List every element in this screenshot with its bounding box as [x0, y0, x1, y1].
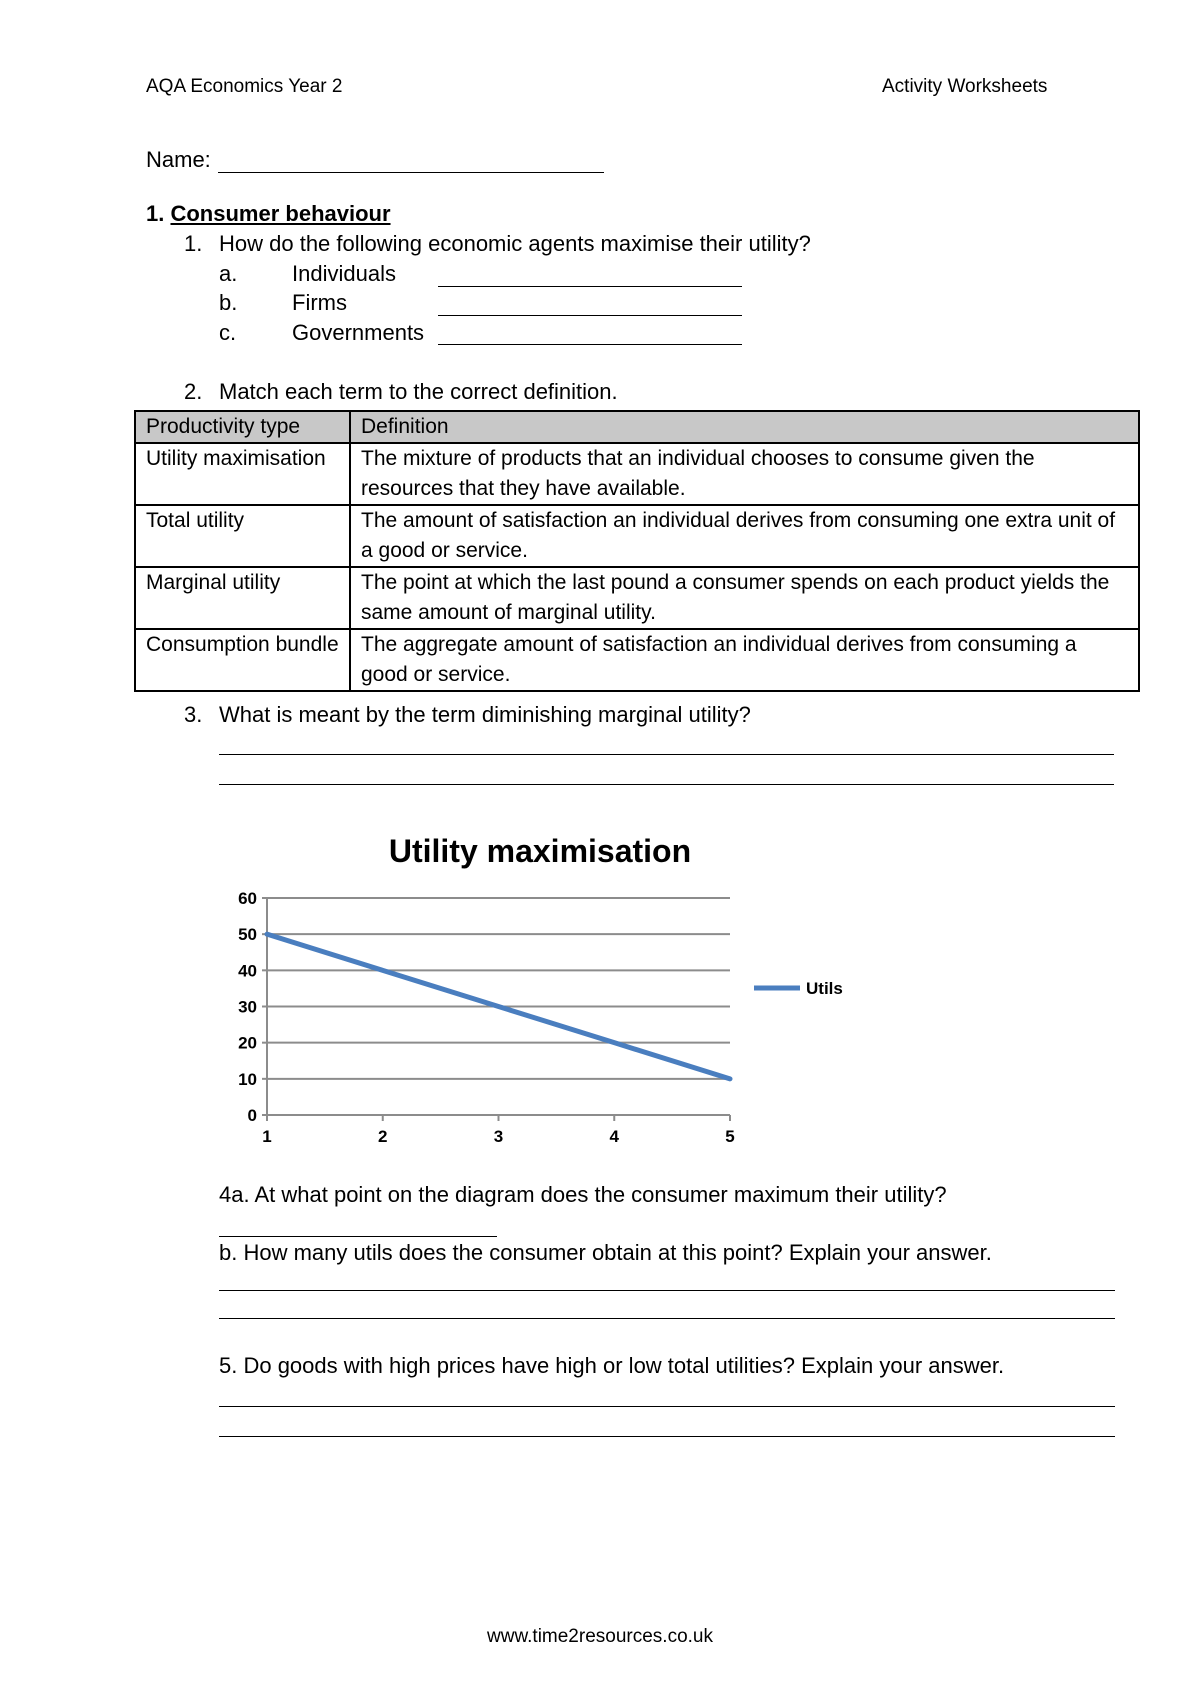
q5-text: 5. Do goods with high prices have high or low total utilities? Explain your answer. — [219, 1353, 1005, 1378]
q3-text: What is meant by the term diminishing marginal utility? — [219, 702, 751, 727]
definition-cell: The amount of satisfaction an individual derives from consuming one extra unit of a good or service. — [350, 505, 1139, 567]
header-left: AQA Economics Year 2 — [146, 76, 343, 97]
table-header-row — [135, 411, 1139, 443]
definition-cell: The point at which the last pound a consumer spends on each product yields the same amount of marginal utility. — [350, 567, 1139, 629]
q3-answer-line[interactable] — [219, 754, 1114, 755]
q4b-text: b. How many utils does the consumer obtain at this point? Explain your answer. — [219, 1240, 992, 1265]
term-cell: Consumption bundle — [135, 629, 350, 691]
utility-chart — [200, 818, 900, 1158]
y-tick-label: 40 — [238, 961, 257, 981]
q1a-answer-line[interactable] — [438, 286, 742, 287]
q1b-letter: b. — [219, 290, 238, 315]
q4a-text: 4a. At what point on the diagram does the consumer maximum their utility? — [219, 1182, 947, 1207]
q1-text: How do the following economic agents maximise their utility? — [219, 231, 811, 256]
section-heading — [146, 201, 391, 227]
q1a-letter: a. — [219, 261, 238, 286]
q4a-answer-line[interactable] — [219, 1236, 497, 1237]
term-cell: Total utility — [135, 505, 350, 567]
table-row — [135, 629, 1139, 691]
q1a-label: Individuals — [292, 261, 396, 286]
q5-answer-line[interactable] — [219, 1436, 1115, 1437]
table-row — [135, 567, 1139, 629]
definition-cell: The mixture of products that an individual chooses to consume given the resources that they have available. — [350, 443, 1139, 505]
q2-text: Match each term to the correct definition. — [219, 379, 618, 404]
y-tick-label: 30 — [238, 997, 257, 1017]
section-number: 1. — [146, 201, 165, 226]
q5-answer-line[interactable] — [219, 1406, 1115, 1407]
y-tick-label: 60 — [238, 889, 257, 908]
table-row — [135, 505, 1139, 567]
table-header-cell: Definition — [350, 411, 1139, 443]
definition-cell: The aggregate amount of satisfaction an individual derives from consuming a good or service. — [350, 629, 1139, 691]
y-tick-label: 0 — [247, 1106, 257, 1125]
table-header-cell: Productivity type — [135, 411, 350, 443]
q1c-answer-line[interactable] — [438, 344, 742, 345]
header-right: Activity Worksheets — [882, 76, 1048, 97]
chart-title: Utility maximisation — [388, 833, 692, 869]
q1-number: 1. — [184, 231, 203, 256]
q1b-answer-line[interactable] — [438, 315, 742, 316]
x-tick-label: 4 — [609, 1127, 619, 1146]
y-tick-label: 20 — [238, 1033, 257, 1053]
q3-answer-line[interactable] — [219, 784, 1114, 785]
x-tick-label: 5 — [725, 1127, 735, 1146]
y-tick-label: 10 — [238, 1069, 257, 1089]
x-tick-label: 2 — [378, 1127, 388, 1146]
section-title: Consumer behaviour — [170, 201, 391, 226]
name-input-line[interactable] — [218, 172, 604, 173]
footer-url: www.time2resources.co.uk — [487, 1626, 713, 1647]
x-tick-label: 1 — [262, 1127, 272, 1146]
q4b-answer-line[interactable] — [219, 1318, 1115, 1319]
table-row — [135, 443, 1139, 505]
term-cell: Utility maximisation — [135, 443, 350, 505]
x-tick-label: 3 — [493, 1127, 504, 1146]
q4b-answer-line[interactable] — [219, 1290, 1115, 1291]
y-tick-label: 50 — [238, 925, 257, 945]
q1b-label: Firms — [292, 290, 347, 315]
terms-table — [134, 410, 1140, 692]
term-cell: Marginal utility — [135, 567, 350, 629]
q1c-label: Governments — [292, 320, 425, 345]
q2-number: 2. — [184, 379, 203, 404]
name-label: Name: — [146, 147, 211, 172]
q1c-letter: c. — [219, 320, 237, 345]
legend-label: Utils — [806, 979, 843, 998]
q3-number: 3. — [184, 702, 203, 727]
